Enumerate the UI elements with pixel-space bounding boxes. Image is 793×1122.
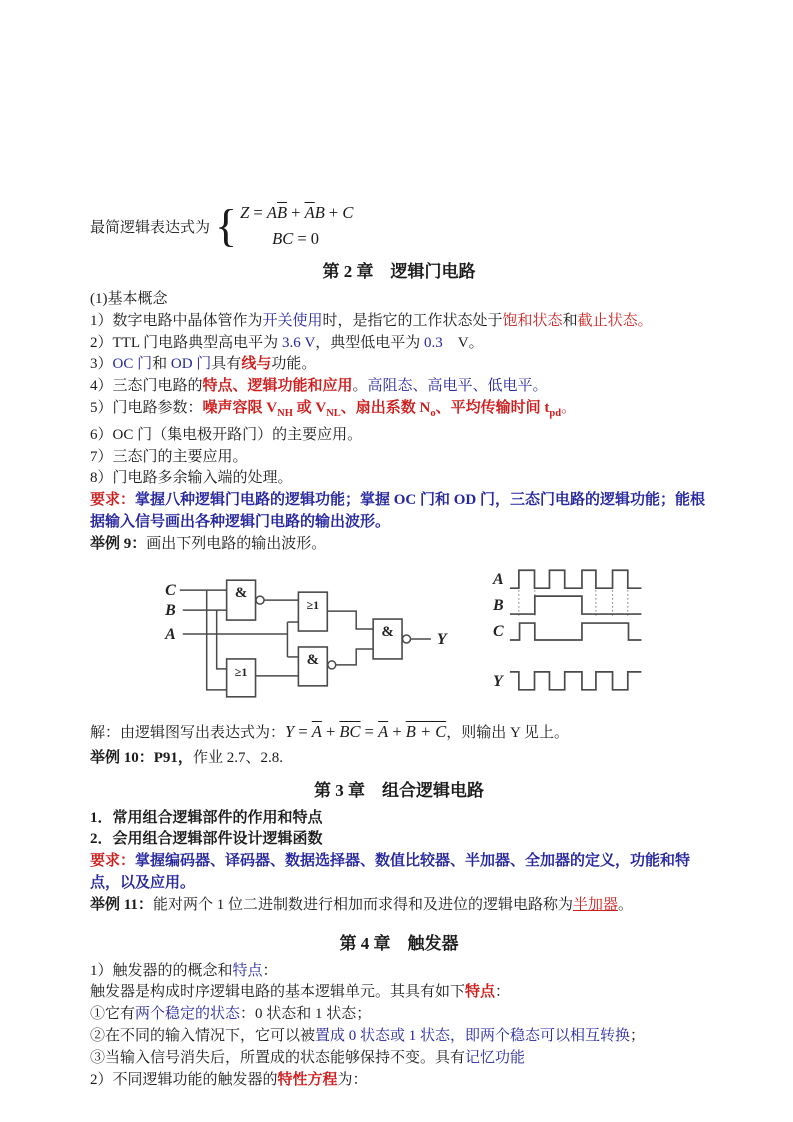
formula-brace: { xyxy=(215,200,238,251)
ch4-point-3 xyxy=(90,1048,708,1070)
signal-trace xyxy=(510,570,642,588)
text-segment: 6）OC 门（集电极开路门）的主要应用。 xyxy=(90,426,363,443)
text-segment: 4）三态门电路的 xyxy=(90,378,203,395)
text-segment: 特点 xyxy=(465,984,496,1001)
text-segment: Z xyxy=(240,203,250,222)
text-segment: OC 门 xyxy=(112,356,153,373)
text-segment: 高阻态、高电平、低电平。 xyxy=(367,378,548,395)
output-label: Y xyxy=(436,630,447,648)
ch4-point-2 xyxy=(90,1026,708,1048)
example11-line xyxy=(90,895,708,917)
text-segment: 要求： xyxy=(90,492,136,509)
text-segment: ②在不同的输入情况下，它可以被 xyxy=(90,1027,316,1044)
text-segment: NL xyxy=(326,407,341,419)
text-segment: 具有 xyxy=(211,356,242,373)
text-segment: 特性方程 xyxy=(277,1071,338,1088)
page-content xyxy=(90,200,708,1091)
gate-label: ≥1 xyxy=(306,597,320,612)
example10-line xyxy=(90,745,708,771)
input-label: A xyxy=(165,625,176,643)
wire xyxy=(217,610,227,669)
top-formula xyxy=(90,200,708,252)
text-segment: 半加器 xyxy=(572,896,618,913)
text-segment: = xyxy=(249,203,267,222)
text-segment: $\overline{A}$ xyxy=(378,721,389,741)
text-segment: A xyxy=(266,203,277,222)
text-segment: 时，是指它的工作状态处于 xyxy=(322,312,503,329)
signal-trace xyxy=(510,671,642,689)
text-segment: 记忆功能 xyxy=(465,1049,526,1066)
text-segment: 8）门电路多余输入端的处理。 xyxy=(90,470,293,487)
text-segment: 触发器是构成时序逻辑电路的基本逻辑单元。其具有如下 xyxy=(90,984,466,1001)
text-segment: 要求： xyxy=(90,853,136,870)
text-segment: 、平均传输时间 t xyxy=(435,399,550,416)
list-item-7 xyxy=(90,447,708,469)
solution-line xyxy=(90,720,708,745)
text-segment: 。 xyxy=(561,399,577,416)
text-segment: 和 xyxy=(562,312,578,329)
example9-line xyxy=(90,534,708,556)
text-segment: 特点、逻辑功能和应用 xyxy=(202,378,353,395)
requirements-ch3 xyxy=(90,851,708,895)
text-segment: B xyxy=(314,203,325,222)
text-segment: 2）TTL 门电路典型高电平为 xyxy=(90,334,282,351)
signal-label: B xyxy=(492,596,504,614)
text-segment: 举例 11： xyxy=(90,896,153,913)
signal-label: Y xyxy=(492,672,503,690)
inversion-bubble-icon xyxy=(328,660,336,668)
text-segment: P91， xyxy=(153,749,193,766)
ch4-item-1 xyxy=(90,961,708,983)
waveform-chart xyxy=(479,564,708,714)
text-segment: 两个稳定的状态 xyxy=(135,1006,241,1023)
list-item-2 xyxy=(90,333,708,355)
text-segment: ； xyxy=(630,1027,646,1044)
text-segment: ：0 状态和 1 状态； xyxy=(240,1006,372,1023)
logic-circuit-diagram xyxy=(120,564,479,714)
text-segment: 1）数字电路中晶体管作为 xyxy=(90,312,263,329)
text-segment: OD 门 xyxy=(170,356,212,373)
text-segment: 5）门电路参数： xyxy=(90,399,203,416)
text-segment: 举例 10： xyxy=(90,749,154,766)
text-segment: 、扇出系数 N xyxy=(340,399,431,416)
ch4-item-2 xyxy=(90,1070,708,1092)
text-segment: 能对两个 1 位二进制数进行相加而求得和及进位的逻辑电路称为 xyxy=(152,896,573,913)
gate-label: ≥1 xyxy=(234,664,248,679)
text-segment: + xyxy=(321,721,340,741)
list-item-8 xyxy=(90,468,708,490)
text-segment: Y xyxy=(285,721,295,741)
text-segment: 2．会用组合逻辑部件设计逻辑函数 xyxy=(90,831,323,848)
text-segment: 噪声容限 V xyxy=(202,399,278,416)
list-item-3 xyxy=(90,354,708,376)
text-segment: 开关使用 xyxy=(262,312,323,329)
text-segment: NH xyxy=(277,407,293,419)
text-segment: + xyxy=(287,203,305,222)
wire xyxy=(336,649,373,665)
example9-figure xyxy=(120,564,708,714)
text-segment: 为： xyxy=(337,1071,368,1088)
text-segment: 特点 xyxy=(232,962,263,979)
text-segment: 和 xyxy=(152,356,171,373)
text-segment: ①它有 xyxy=(90,1006,136,1023)
text-segment: $\overline{A}$ xyxy=(304,203,315,222)
list-item-4 xyxy=(90,376,708,398)
signal-label: A xyxy=(492,570,504,588)
text-segment: $\overline{C}$ xyxy=(349,721,361,741)
requirements-ch2 xyxy=(90,490,708,534)
text-segment: 饱和状态 xyxy=(502,312,563,329)
text-segment: o xyxy=(430,407,436,419)
text-segment: = 0 xyxy=(293,229,320,248)
text-segment: ： xyxy=(495,984,511,1001)
text-segment: ： xyxy=(262,962,278,979)
wire xyxy=(327,611,373,629)
text-segment: 掌握八种逻辑门电路的逻辑功能；掌握 OC 门和 OD 门，三态门电路的逻辑功能；能根据输入信号画出各种逻辑门电路的输出波形。 xyxy=(90,492,706,530)
signal-trace xyxy=(510,596,642,614)
text-segment: 置成 0 状态或 1 状态，即两个稳态可以相互转换 xyxy=(315,1027,631,1044)
input-label: C xyxy=(165,581,176,599)
text-segment: 。 xyxy=(637,312,653,329)
text-segment: 截止状态 xyxy=(577,312,638,329)
list-item-6 xyxy=(90,425,708,447)
inversion-bubble-icon xyxy=(403,635,411,643)
formula-equations xyxy=(240,200,353,252)
text-segment: V。 xyxy=(442,334,484,351)
inversion-bubble-icon xyxy=(256,596,264,604)
ch3-item-1 xyxy=(90,808,708,830)
text-segment: 线与 xyxy=(241,356,272,373)
list-item-1 xyxy=(90,311,708,333)
text-segment: 。 xyxy=(617,896,633,913)
text-segment: $\overline{A}$ xyxy=(311,721,322,741)
formula-eq1 xyxy=(240,200,353,226)
ch4-point-1 xyxy=(90,1004,708,1026)
ch3-item-2 xyxy=(90,829,708,851)
text-segment: + xyxy=(324,203,343,222)
text-segment: ，典型低电平为 xyxy=(315,334,425,351)
ch4-intro xyxy=(90,982,708,1004)
input-label: B xyxy=(165,601,176,619)
gate-label: & xyxy=(381,623,394,640)
text-segment: 1．常用组合逻辑部件的作用和特点 xyxy=(90,809,323,826)
text-segment: = xyxy=(294,721,312,741)
text-segment: $\overline{B}$ xyxy=(276,203,288,222)
text-segment: BC xyxy=(272,229,294,248)
text-segment: 0.3 xyxy=(424,334,443,351)
text-segment: 或 V xyxy=(292,399,327,416)
signal-label: C xyxy=(492,622,504,640)
formula-prefix: 最简逻辑表达式为 xyxy=(90,219,211,236)
text-segment: 7）三态门的主要应用。 xyxy=(90,448,248,465)
text-segment: + xyxy=(388,721,406,741)
basic-concepts-line xyxy=(90,289,708,311)
text-segment: 画出下列电路的输出波形。 xyxy=(146,535,327,552)
chapter3-heading: 第 3 章 组合逻辑电路 xyxy=(314,780,484,800)
list-item-5 xyxy=(90,398,708,425)
text-segment: (1)基本概念 xyxy=(90,291,168,307)
gate-label: & xyxy=(234,584,248,601)
text-segment: $\overline{B}$ xyxy=(339,721,350,741)
text-segment: pd xyxy=(549,407,562,419)
text-segment: ，则输出 Y 见上。 xyxy=(446,724,569,741)
text-segment: C xyxy=(342,203,354,222)
text-segment: 。 xyxy=(352,378,368,395)
chapter2-heading: 第 2 章 逻辑门电路 xyxy=(322,262,476,281)
text-segment: 解：由逻辑图写出表达式为： xyxy=(90,724,286,741)
text-segment: 作业 2.7、2.8. xyxy=(192,749,283,766)
text-segment: 功能。 xyxy=(271,356,317,373)
text-segment: 1）触发器的的概念和 xyxy=(90,962,233,979)
text-segment: 掌握编码器、译码器、数据选择器、数值比较器、半加器、全加器的定义，功能和特点，以及应用。 xyxy=(90,853,691,891)
text-segment: 举例 9： xyxy=(90,535,147,552)
text-segment: = xyxy=(360,721,379,741)
signal-trace xyxy=(510,623,642,640)
text-segment: 2）不同逻辑功能的触发器的 xyxy=(90,1071,278,1088)
gate-label: & xyxy=(306,651,320,668)
text-segment: B + C xyxy=(405,721,447,741)
text-segment: 3.6 V xyxy=(281,334,316,351)
formula-eq2 xyxy=(240,226,353,252)
text-segment: ③当输入信号消失后，所置成的状态能够保持不变。具有 xyxy=(90,1049,466,1066)
text-segment: 3） xyxy=(90,356,113,373)
chapter4-heading: 第 4 章 触发器 xyxy=(339,933,459,953)
